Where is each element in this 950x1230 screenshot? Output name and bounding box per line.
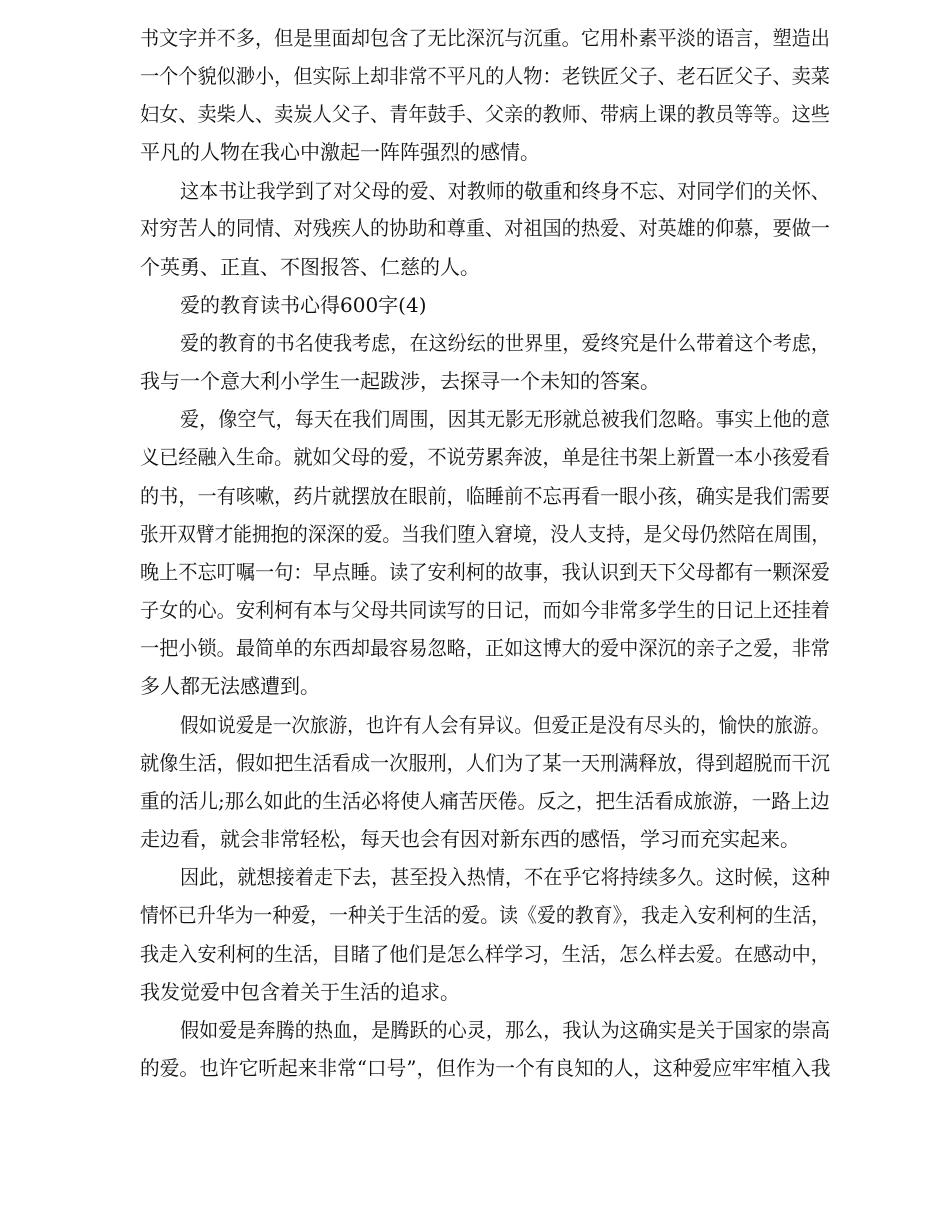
text-line: 就像生活，假如把生活看成一次服刑，人们为了某一天刑满释放，得到超脱而干沉 [140, 751, 830, 775]
text-line: 假如说爱是一次旅游，也许有人会有异议。但爱正是没有尽头的，愉快的旅游。 [180, 713, 831, 737]
text-line: 因此，就想接着走下去，甚至投入热情，不在乎它将持续多久。这时候，这种 [180, 865, 831, 889]
text-line: 多人都无法感遭到。 [140, 674, 320, 698]
text-line: 子女的心。安利柯有本与父母共同读写的日记，而如今非常多学生的日记上还挂着 [140, 598, 830, 622]
text-line: 义已经融入生命。就如父母的爱，不说劳累奔波，单是往书架上新置一本小孩爱看 [140, 445, 830, 469]
text-line: 一把小锁。最简单的东西却最容易忽略，正如这博大的爱中深沉的亲子之爱，非常 [140, 636, 830, 660]
text-line: 爱的教育的书名使我考虑，在这纷纭的世界里，爱终究是什么带着这个考虑， [180, 331, 831, 355]
text-line: 对穷苦人的同情、对残疾人的协助和尊重、对祖国的热爱、对英雄的仰慕，要做一 [140, 216, 830, 240]
text-line: 张开双臂才能拥抱的深深的爱。当我们堕入窘境，没人支持，是父母仍然陪在周围， [140, 522, 830, 546]
text-line: 重的活儿;那么如此的生活必将使人痛苦厌倦。反之，把生活看成旅游，一路上边 [140, 789, 830, 813]
text-line: 这本书让我学到了对父母的爱、对教师的敬重和终身不忘、对同学们的关怀、 [180, 179, 831, 203]
text-line: 一个个貌似渺小，但实际上却非常不平凡的人物：老铁匠父子、老石匠父子、卖菜 [140, 64, 830, 88]
text-line: 妇女、卖柴人、卖炭人父子、青年鼓手、父亲的教师、带病上课的教员等等。这些 [140, 102, 830, 126]
text-line: 个英勇、正直、不图报答、仁慈的人。 [140, 255, 480, 279]
text-line: 平凡的人物在我心中激起一阵阵强烈的感情。 [140, 140, 540, 164]
text-line: 假如爱是奔腾的热血，是腾跃的心灵，那么，我认为这确实是关于国家的崇高 [180, 1018, 831, 1042]
text-line: 走边看，就会非常轻松，每天也会有因对新东西的感悟，学习而充实起来。 [140, 827, 800, 851]
text-line: 我发觉爱中包含着关于生活的追求。 [140, 980, 460, 1004]
text-line: 情怀已升华为一种爱，一种关于生活的爱。读《爱的教育》，我走入安利柯的生活， [140, 903, 830, 927]
text-line: 的爱。也许它听起来非常“口号”，但作为一个有良知的人，这种爱应牢牢植入我 [140, 1056, 831, 1080]
text-line: 的书，一有咳嗽，药片就摆放在眼前，临睡前不忘再看一眼小孩，确实是我们需要 [140, 484, 830, 508]
section-heading: 爱的教育读书心得600字(4) [180, 293, 427, 317]
text-line: 晚上不忘叮嘱一句：早点睡。读了安利柯的故事，我认识到天下父母都有一颗深爱 [140, 560, 830, 584]
text-line: 爱，像空气，每天在我们周围，因其无影无形就总被我们忽略。事实上他的意 [180, 407, 831, 431]
text-line: 我走入安利柯的生活，目睹了他们是怎么样学习，生活，怎么样去爱。在感动中， [140, 942, 830, 966]
text-line: 书文字并不多，但是里面却包含了无比深沉与沉重。它用朴素平淡的语言，塑造出 [140, 26, 830, 50]
text-line: 我与一个意大利小学生一起跋涉，去探寻一个未知的答案。 [140, 369, 660, 393]
